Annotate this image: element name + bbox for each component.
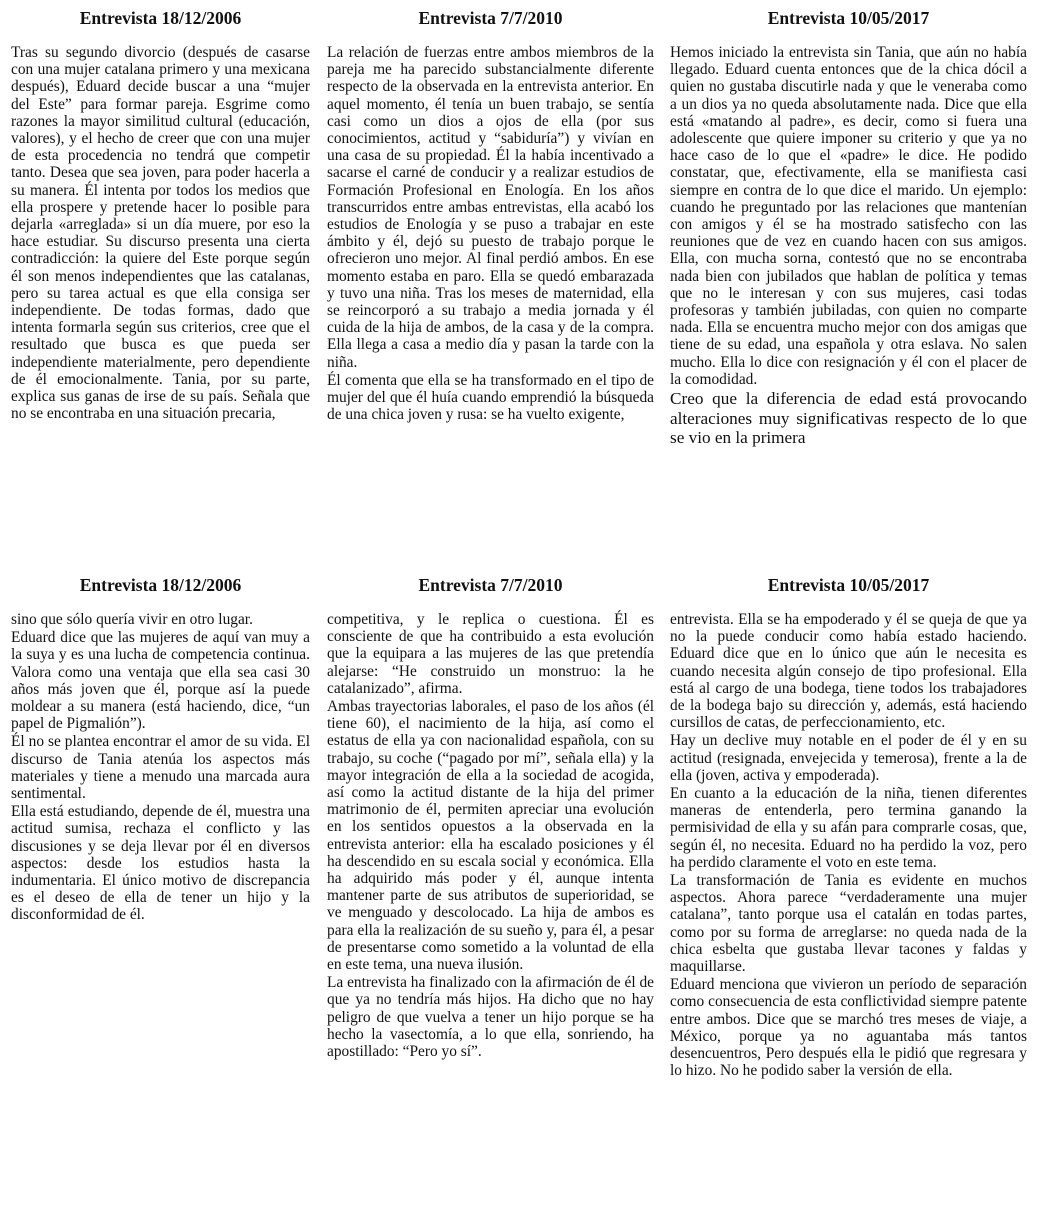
paragraph: Ella está estudiando, depende de él, muestra una actitud sumisa, rechaza el conflicto y las discusiones y se deja llevar por él en diversos aspectos: desde los estudios hasta la indumentaria. El único motivo de discrepancia es el deseo de ella de tener un hijo y la disconformidad de él. [11, 803, 310, 924]
paragraph: sino que sólo quería vivir en otro lugar. [11, 611, 253, 628]
paragraph: entrevista. Ella se ha empoderado y él se queja de que ya no la puede conducir como había estado haciendo. Eduard dice que en lo único que aún le necesita es cuando necesita algún consejo de tipo profesional. Ella está al cargo de una bodega, tiene todos los trabajadores de la bodega bajo su dirección y, además, está haciendo cursillos de catas, de perfeccionamiento, etc. [670, 611, 1027, 732]
top-column-2017 [670, 6, 1027, 546]
paragraph: Creo que la diferencia de edad está provocando alteraciones muy significativas respecto de lo que se vio en la primera [670, 389, 1027, 448]
paragraph: Tras su segundo divorcio (después de casarse con una mujer catalana primero y una mexicana después), Eduard decide buscar a una “mujer del Este” para formar pareja. Esgrime como razones la mayor similitud cultural (educación, valores), y el hecho de creer que con una mujer de esta procedencia no tendrá que competir tanto. Desea que sea joven, para poder hacerla a su manera. Él intenta por todos los medios que ella prospere y pretende hacer lo posible para dejarla «arreglada» si un día muere, por eso la hace estudiar. Su discurso presenta una cierta contradicción: la quiere del Este porque según él son menos independientes que las catalanas, pero su tarea actual es que ella consiga ser independiente. De todas formas, dado que intenta formarla según sus criterios, cree que el resultado que busca es que pueda ser independiente materialmente, pero dependiente de él emocionalmente. Tania, por su parte, explica sus ganas de irse de su país. Señala que no se encontraba en una situación precaria, [11, 44, 310, 423]
paragraph: Eduard menciona que vivieron un período de separación como consecuencia de esta conflictividad siempre patente entre ambos. Dice que se marchó tres meses de viaje, a México, porque ya no aguantaba más tantos desencuentros, Pero después ella le pidió que regresara y lo hizo. No he podido saber la versión de ella. [670, 976, 1027, 1080]
paragraph: Eduard dice que las mujeres de aquí van muy a la suya y es una lucha de competencia continua. Valora como una ventaja que ella sea casi 30 años más joven que él, porque así la puede moldear a su manera (está haciendo, dice, “un papel de Pigmalión”). [11, 629, 310, 733]
column-heading: Entrevista 7/7/2010 [418, 575, 563, 595]
paragraph: Ambas trayectorias laborales, el paso de los años (él tiene 60), el nacimiento de la hija, así como el estatus de ella ya con nacionalidad española, con su trabajo, su coche (“pagado por mí”, señala ella) y la mayor integración de ella a la sociedad de acogida, así como la actitud distante de la hija del primer matrimonio de él, permiten apreciar una evolución en los sentidos opuestos a la observada en la entrevista anterior: ella ha escalado posiciones y él ha descendido en su escala social y económica. Ella ha adquirido más poder y él, aunque intenta mantener parte de sus atributos de superioridad, se ve menguado y descolocado. La hija de ambos es para ella la realización de su sueño y, para él, a pesar de presentarse como sometido a la voluntad de ella en este tema, una nueva ilusión. [327, 698, 654, 974]
bottom-column-2010 [327, 573, 654, 1060]
paragraph: competitiva, y le replica o cuestiona. Él es consciente de que ha contribuido a esta evolución que la equipara a las mujeres de las que pretendía alejarse: “He construido un monstruo: la he catalanizado”, afirma. [327, 611, 654, 697]
column-heading: Entrevista 10/05/2017 [767, 575, 930, 595]
column-heading: Entrevista 18/12/2006 [79, 8, 242, 28]
paragraph: Hay un declive muy notable en el poder de él y en su actitud (resignada, envejecida y temerosa), frente a la de ella (joven, activa y empoderada). [670, 732, 1027, 784]
top-column-2010 [327, 6, 654, 546]
column-heading: Entrevista 10/05/2017 [767, 8, 930, 28]
paragraph: La relación de fuerzas entre ambos miembros de la pareja me ha parecido substancialmente diferente respecto de la observada en la entrevista anterior. En aquel momento, él tenía un buen trabajo, se sentía casi como un dios a ojos de ella (por sus conocimientos, actitud y “sabiduría”) y vivían en una casa de su propiedad. Él la había incentivado a sacarse el carné de conducir y a realizar estudios de Formación Profesional en Enología. En los años transcurridos entre ambas entrevistas, ella acabó los estudios de Enología y se puso a trabajar en este ámbito y él, dejó su puesto de trabajo porque le ofrecieron uno mejor. Al final perdió ambos. En ese momento estaba en paro. Ella se quedó embarazada y tuvo una niña. Tras los meses de maternidad, ella se reincorporó a su trabajo a media jornada y él cuida de la hija de ambos, de la casa y de la compra. Ella llega a casa a medio día y pasan la tarde con la niña. [327, 44, 654, 371]
top-column-2006 [11, 6, 310, 546]
paragraph: Él no se plantea encontrar el amor de su vida. El discurso de Tania atenúa los aspectos más materiales y tiene a menudo una marcada aura sentimental. [11, 733, 310, 803]
column-heading: Entrevista 7/7/2010 [418, 8, 563, 28]
paragraph: La transformación de Tania es evidente en muchos aspectos. Ahora parece “verdaderamente una mujer catalana”, tanto porque usa el catalán en todas partes, como por su forma de arreglarse: no queda nada de la chica esbelta que gustaba llevar tacones y faldas y maquillarse. [670, 872, 1027, 976]
column-heading: Entrevista 18/12/2006 [79, 575, 242, 595]
bottom-column-2006 [11, 573, 310, 924]
paragraph: En cuanto a la educación de la niña, tienen diferentes maneras de entenderla, pero termina ganando la permisividad de ella y su afán para comprarle cosas, que, según él, no necesita. Eduard no ha perdido la voz, pero ha perdido claramente el voto en este tema. [670, 785, 1027, 871]
paragraph: La entrevista ha finalizado con la afirmación de él de que ya no tendría más hijos. Ha dicho que no hay peligro de que vuelva a tener un hijo porque se ha hecho la vasectomía, a lo que ella, sonriendo, ha apostillado: “Pero yo sí”. [327, 974, 654, 1061]
bottom-column-2017 [670, 573, 1027, 1079]
paragraph: Hemos iniciado la entrevista sin Tania, que aún no había llegado. Eduard cuenta entonces que de la chica dócil a quien no gustaba discutirle nada y que le veneraba como a un dios ya no queda absolutamente nada. Dice que ella está «matando al padre», es decir, como si fuera una adolescente que quiere imponer su criterio y que ya no hace caso de lo que el «padre» le dice. He podido constatar, que, efectivamente, ella se manifiesta casi siempre en contra de lo que dice el marido. Un ejemplo: cuando he preguntado por las relaciones que mantenían con amigos y él se ha mostrado satisfecho con las reuniones que de vez en cuando hacen con sus amigos. Ella, con mucha sorna, contestó que no se encontraba nada bien con jubilados que hablan de política y temas que no le interesan y con sus mujeres, casi todas profesoras y también jubiladas, con quien no comparte nada. Ella se encuentra mucho mejor con dos amigas que tiene de su edad, una española y otra eslava. No salen mucho. Ella lo dice con resignación y él con el placer de la comodidad. [670, 44, 1027, 388]
paragraph: Él comenta que ella se ha transformado en el tipo de mujer del que él huía cuando emprendió la búsqueda de una chica joven y rusa: se ha vuelto exigente, [327, 371, 654, 424]
